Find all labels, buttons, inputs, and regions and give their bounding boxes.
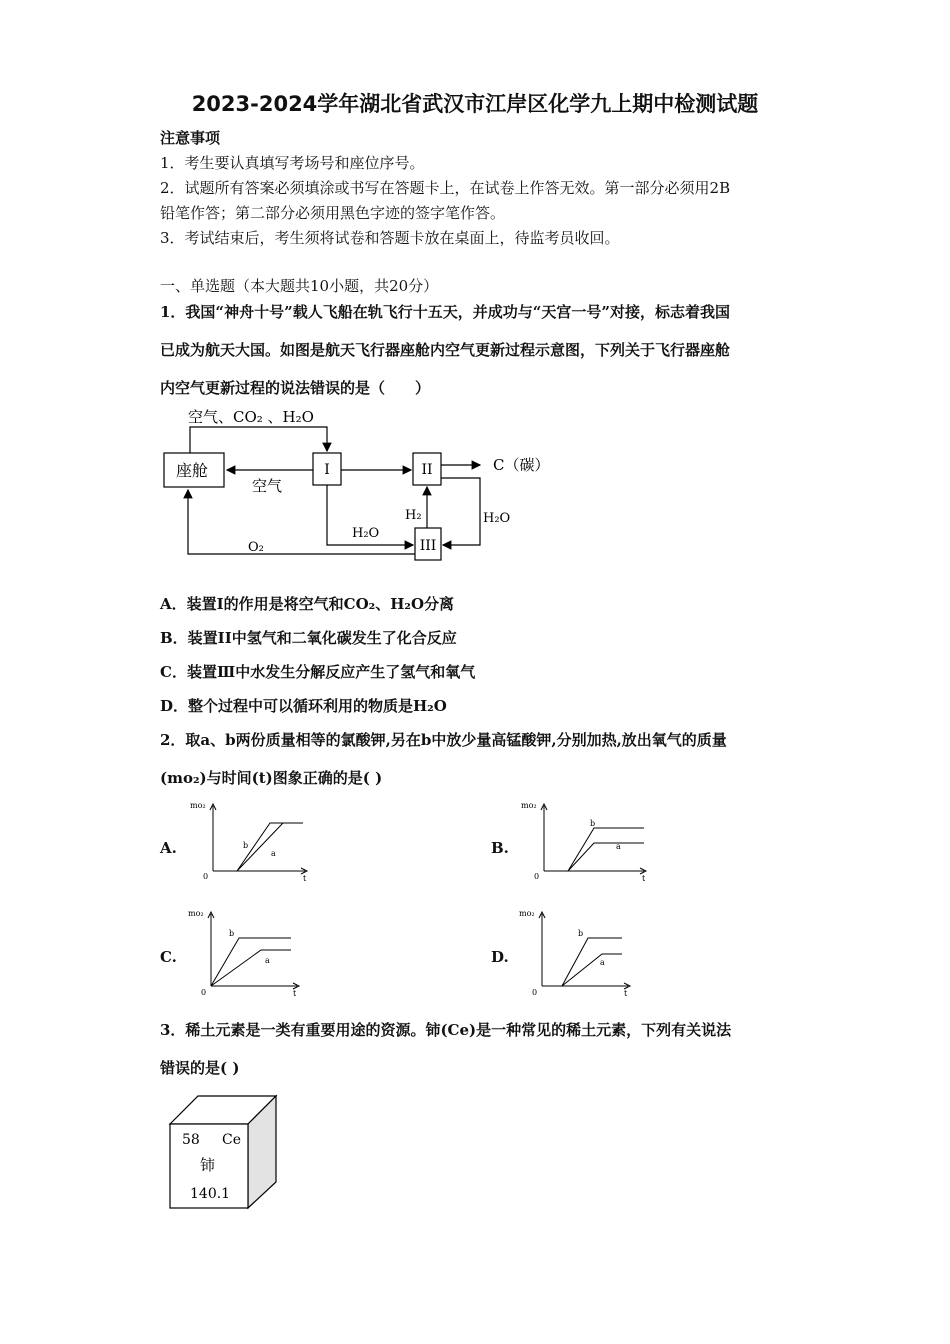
cabin-label: 座舱 bbox=[176, 461, 209, 480]
notice-item: 铅笔作答；第二部分必须用黑色字迹的签字笔作答。 bbox=[160, 204, 506, 222]
o2-label: O₂ bbox=[248, 540, 264, 555]
question-3-text: 错误的是( ) bbox=[160, 1059, 240, 1077]
notice-item: 3．考试结束后，考生须将试卷和答题卡放在桌面上，待监考员收回。 bbox=[160, 229, 620, 247]
y-axis-label: mo₂ bbox=[188, 909, 204, 918]
x-axis-label: t bbox=[303, 874, 307, 883]
atomic-mass: 140.1 bbox=[190, 1186, 231, 1202]
notice-item: 2．试题所有答案必须填涂或书写在答题卡上，在试卷上作答无效。第一部分必须用2B bbox=[160, 179, 731, 197]
series-b-label: b bbox=[578, 929, 584, 938]
section-heading: 一、单选题（本大题共10小题，共20分） bbox=[160, 277, 439, 295]
question-1-text: 已成为航天大国。如图是航天飞行器座舱内空气更新过程示意图，下列关于飞行器座舱 bbox=[160, 341, 731, 359]
top-flow-label: 空气、CO₂ 、H₂O bbox=[188, 408, 314, 426]
origin-label: 0 bbox=[532, 988, 538, 997]
x-axis-label: t bbox=[293, 989, 297, 998]
atomic-number: 58 bbox=[182, 1132, 200, 1148]
series-b-label: b bbox=[243, 841, 249, 850]
device-3-label: III bbox=[419, 538, 437, 554]
graph-a-option: A. bbox=[160, 839, 177, 857]
question-1-text: 1．我国“神舟十号”载人飞船在轨飞行十五天，并成功与“天宫一号”对接，标志着我国 bbox=[160, 303, 730, 321]
option-b: B．装置II中氢气和二氧化碳发生了化合反应 bbox=[160, 629, 457, 647]
series-a-label: a bbox=[616, 842, 621, 851]
notice-item: 1．考生要认真填写考场号和座位序号。 bbox=[160, 154, 425, 172]
curve-b bbox=[211, 938, 291, 986]
option-c: C．装置Ⅲ中水发生分解反应产生了氢气和氧气 bbox=[160, 663, 476, 681]
series-b-label: b bbox=[590, 819, 596, 828]
graph-b-option: B. bbox=[491, 839, 509, 857]
y-axis-label: mo₂ bbox=[190, 801, 206, 810]
series-a-label: a bbox=[265, 956, 270, 965]
series-a-label: a bbox=[271, 849, 276, 858]
notice-heading: 注意事项 bbox=[160, 129, 221, 147]
element-symbol: Ce bbox=[222, 1132, 241, 1148]
h2o-right-label: H₂O bbox=[483, 511, 511, 526]
question-2-text: (mo₂)与时间(t)图象正确的是( ) bbox=[160, 769, 383, 787]
question-1-text: 内空气更新过程的说法错误的是（ ） bbox=[160, 379, 431, 397]
question-3-text: 3．稀土元素是一类有重要用途的资源。铈(Ce)是一种常见的稀土元素，下列有关说法 bbox=[160, 1021, 732, 1039]
air-label: 空气 bbox=[252, 477, 283, 495]
device-1-label: I bbox=[324, 462, 330, 478]
question-2-text: 2．取a、b两份质量相等的氯酸钾,另在b中放少量高锰酸钾,分别加热,放出氧气的质量 bbox=[160, 731, 727, 749]
curve-a bbox=[568, 843, 644, 871]
origin-label: 0 bbox=[203, 872, 209, 881]
page-title: 2023-2024学年湖北省武汉市江岸区化学九上期中检测试题 bbox=[191, 92, 759, 116]
graph-c-option: C. bbox=[160, 948, 177, 966]
series-b-label: b bbox=[229, 929, 235, 938]
graph-b bbox=[516, 798, 656, 883]
x-axis-label: t bbox=[624, 989, 628, 998]
device-2-label: II bbox=[421, 462, 433, 478]
carbon-label: C（碳） bbox=[493, 456, 550, 474]
origin-label: 0 bbox=[201, 988, 207, 997]
x-axis-label: t bbox=[642, 874, 646, 883]
option-a: A．装置I的作用是将空气和CO₂、H₂O分离 bbox=[160, 595, 455, 613]
curve-a bbox=[211, 950, 291, 986]
y-axis-label: mo₂ bbox=[521, 801, 537, 810]
graph-a bbox=[185, 798, 315, 883]
option-d: D．整个过程中可以循环利用的物质是H₂O bbox=[160, 697, 447, 715]
h2-label: H₂ bbox=[405, 508, 422, 523]
h2o-bottom-label: H₂O bbox=[352, 526, 380, 541]
air-renewal-diagram bbox=[150, 405, 570, 565]
graph-d bbox=[516, 906, 636, 998]
curve-b bbox=[568, 828, 644, 871]
element-name: 铈 bbox=[200, 1156, 216, 1174]
origin-label: 0 bbox=[534, 872, 540, 881]
graph-c bbox=[185, 906, 305, 998]
element-card bbox=[168, 1094, 278, 1210]
series-a-label: a bbox=[600, 958, 605, 967]
y-axis-label: mo₂ bbox=[519, 909, 535, 918]
graph-d-option: D. bbox=[491, 948, 509, 966]
